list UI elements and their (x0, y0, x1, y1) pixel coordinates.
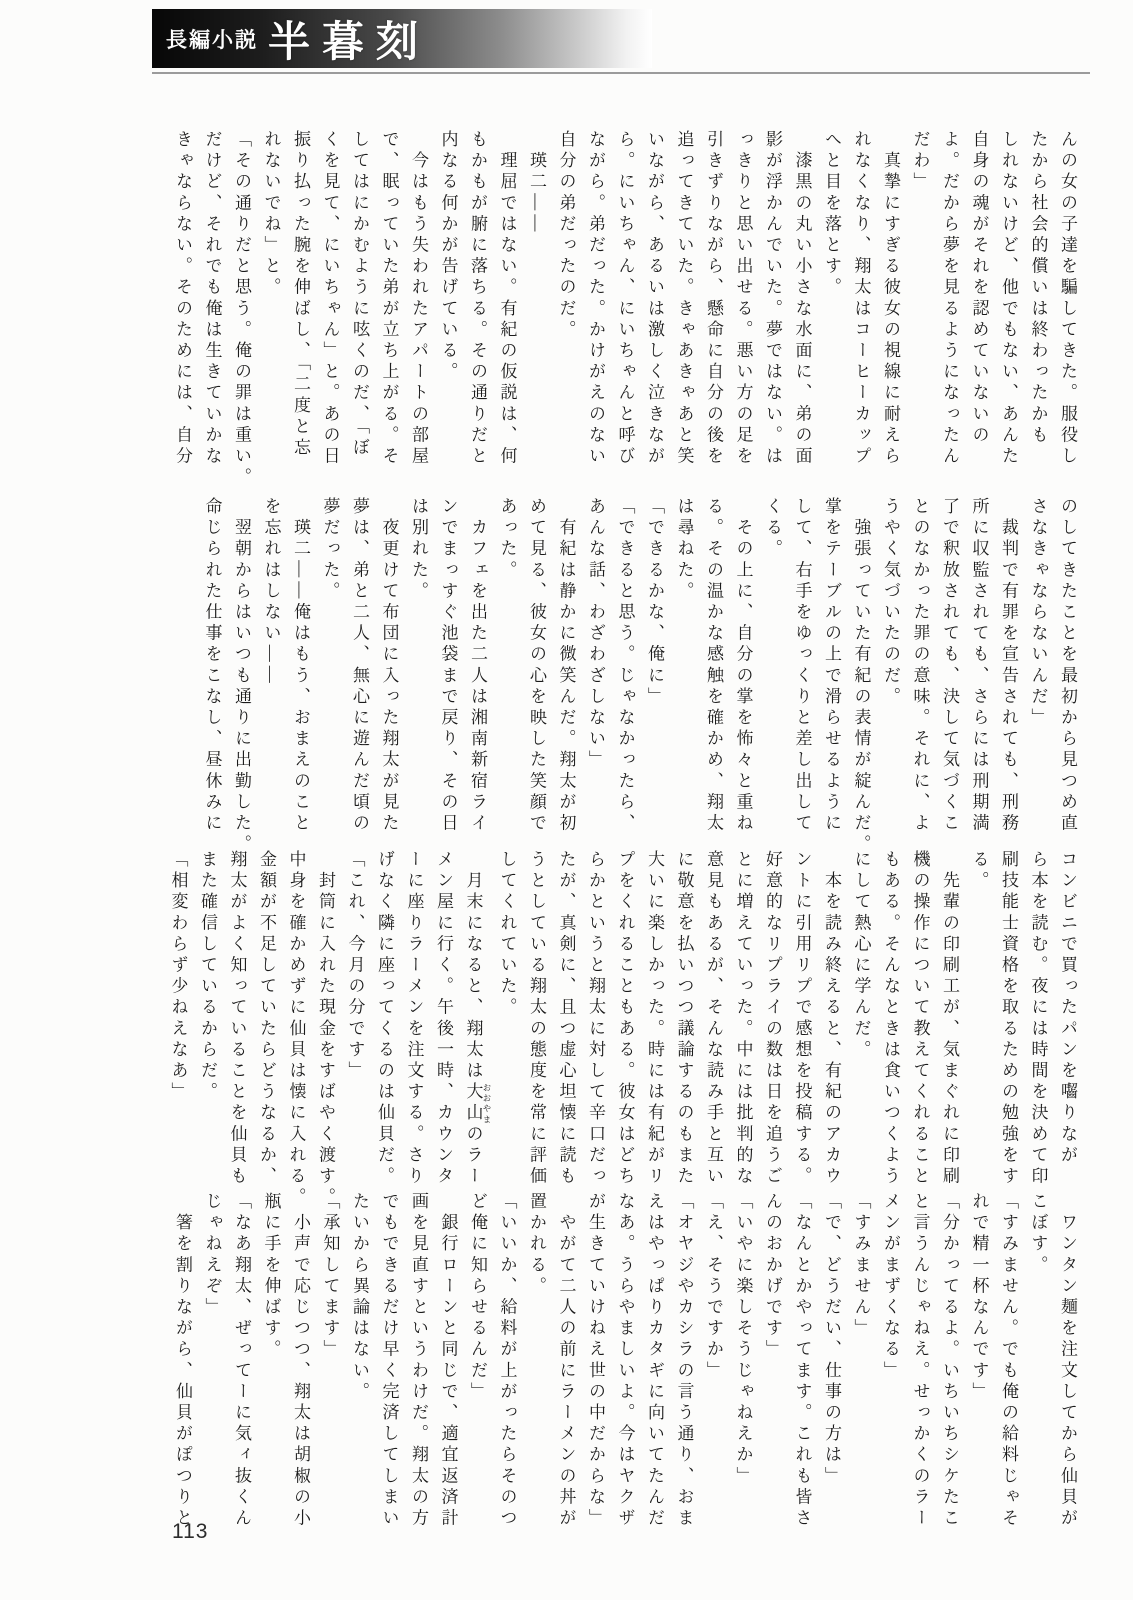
text-column: 「承知してます」 (320, 1192, 340, 1361)
text-band-1 (168, 130, 1083, 489)
text-column: その上に、自分の掌を怖々と重ね (733, 497, 753, 835)
text-column: に敬意を払いつつ議論するのもまた (674, 850, 694, 1188)
text-column: 「その通りだと思う。俺の罪は重い。 (232, 130, 251, 489)
text-column: してくれていた。 (497, 850, 517, 1019)
text-column: 機の操作について教えてくれること (910, 850, 930, 1188)
text-column: して、右手をゆっくりと差し出して (792, 497, 812, 835)
text-column: プをくれることもある。彼女はどち (615, 850, 635, 1188)
text-column: いながら、あるいは激しく泣きなが (645, 130, 664, 468)
text-column: は尋ねた。 (674, 497, 694, 603)
text-column: れないでね」と。 (261, 130, 281, 299)
text-column: 「なあ翔太、ぜってーに気ィ抜くん (232, 1192, 251, 1530)
novel-title: 半暮刻 (268, 19, 431, 66)
text-column: たから社会的償いは終わったかも (1028, 130, 1048, 447)
text-column: えはやっぱりカタギに向いてたんだ (645, 1192, 664, 1530)
text-column: る。その温かな感触を確かめ、翔太 (704, 497, 723, 835)
text-column: 刷技能士資格を取るための勉強をす (999, 850, 1018, 1188)
text-column: 振り払った腕を伸ばし、「二度と忘 (291, 130, 310, 460)
text-column: 強張っていた有紀の表情が綻んだ。 (851, 497, 871, 856)
text-column: げなく隣に座ってくるのは仙貝だ。 (375, 850, 394, 1188)
text-column: 封筒に入れた現金をすばやく渡す。 (316, 850, 335, 1209)
text-column: 置かれる。 (527, 1192, 546, 1298)
text-column: 意見もあるが、そんな読み手と互い (704, 850, 723, 1188)
text-column: が生きていけねえ世の中だからな」 (586, 1192, 605, 1530)
text-column: 「できると思う。じゃなかったら、 (615, 497, 635, 835)
text-column: 大いに楽しかった。時には有紀がリ (645, 850, 664, 1188)
text-column: ら本を読む。夜には時間を決めて印 (1028, 850, 1048, 1188)
text-column: 夢だった。 (320, 497, 340, 603)
text-column: 引きずりながら、懸命に自分の後を (704, 130, 723, 468)
text-column: んの女の子達を騙してきた。服役し (1058, 130, 1077, 468)
text-column: れで精一杯なんです」 (969, 1192, 989, 1403)
text-column: 真摯にすぎる彼女の視線に耐えら (881, 130, 900, 468)
text-column: 「いやに楽しそうじゃねえか」 (733, 1192, 753, 1488)
text-column: 瑛二—— (527, 130, 546, 236)
text-column: ーに座りラーメンを注文する。さり (404, 850, 424, 1188)
text-column: なあ。うらやましいよ。今はヤクザ (615, 1192, 635, 1530)
text-column: 「で、どうだい、仕事の方は」 (822, 1192, 841, 1488)
text-column: きゃならない。そのためには、自分 (173, 130, 192, 468)
text-column: 夜更けて布団に入った翔太が見た (379, 497, 399, 835)
text-column: ど俺に知らせるんだ」 (468, 1192, 487, 1403)
text-column: でもできるだけ早く完済してしまい (379, 1192, 399, 1530)
text-column: 「すみません。でも俺の給料じゃそ (999, 1192, 1018, 1530)
text-column: あった。 (497, 497, 517, 582)
header-band (152, 9, 652, 68)
text-column: メン屋に行く。午後一時、カウンタ (434, 850, 453, 1188)
text-column: 中身を確かめずに仙貝は懐に入れる。 (286, 850, 306, 1209)
text-column: ワンタン麺を注文してから仙貝が (1058, 1192, 1077, 1530)
text-column: ントに引用リプで感想を投稿する。 (792, 850, 812, 1188)
text-column: 瓶に手を伸ばす。 (261, 1192, 281, 1361)
text-column: 「いいか、給料が上がったらそのつ (497, 1192, 517, 1530)
text-column: らかというと翔太に対して辛口だっ (586, 850, 605, 1188)
text-column: さなきゃならないんだ」 (1028, 497, 1048, 730)
text-column: 「できるかな、俺に」 (645, 497, 664, 708)
text-column: 「え、そうですか」 (704, 1192, 723, 1382)
text-column: たいから異論はない。 (350, 1192, 369, 1403)
text-column: 小声で応じつつ、翔太は胡椒の小 (291, 1192, 310, 1530)
text-column: 漆黒の丸い小さな水面に、弟の面 (792, 130, 812, 468)
text-column: ンでまっすぐ池袋まで戻り、その日 (438, 497, 458, 835)
text-column: 有紀は静かに微笑んだ。翔太が初 (556, 497, 576, 835)
text-column: 「これ、今月の分です」 (345, 850, 365, 1083)
text-column: 掌をテーブルの上で滑らせるように (822, 497, 841, 835)
text-column: 好意的なリプライの数は日を追うご (763, 850, 782, 1188)
text-column: してはにかむように呟くのだ、「ぼ (350, 130, 369, 460)
text-column: れなくなり、翔太はコーヒーカップ (851, 130, 871, 468)
text-column: また確信しているからだ。 (198, 850, 217, 1104)
text-column: 月末になると、翔太は大山 おおやまのラー (463, 850, 492, 1188)
text-column: よ。だから夢を見るようになったん (940, 130, 959, 468)
text-column: 裁判で有罪を宣告されても、刑務 (999, 497, 1018, 835)
text-column: 内なる何かが告げている。 (438, 130, 458, 384)
text-column: 箸を割りながら、仙貝がぽつりと (173, 1192, 192, 1530)
text-column: を忘れはしない—— (261, 497, 281, 687)
text-column: だわ」 (910, 130, 930, 194)
text-column: 所に収監されても、さらには刑期満 (969, 497, 989, 835)
text-column: 「なんとかやってます。これも皆さ (792, 1192, 812, 1530)
text-column: くる。 (763, 497, 782, 561)
text-column: カフェを出た二人は湘南新宿ライ (468, 497, 487, 835)
text-column: 影が浮かんでいた。夢ではない。は (763, 130, 782, 468)
text-column: 「分かってるよ。いちいちシケたこ (940, 1192, 959, 1530)
text-column: 「オヤジやカシラの言う通り、おま (674, 1192, 694, 1530)
text-column: 今はもう失われたアパートの部屋 (409, 130, 428, 468)
text-band-3 (163, 850, 1082, 1209)
text-column: 命じられた仕事をこなし、昼休みに (202, 497, 222, 835)
text-column: だけど、それでも俺は生きていかな (202, 130, 222, 468)
text-column: じゃねえぞ」 (202, 1192, 222, 1319)
text-column: っきりと思い出せる。悪い方の足を (733, 130, 753, 468)
text-column: んのおかげです」 (763, 1192, 782, 1361)
ruby-annotated-word: 大山 おおやま (463, 1082, 492, 1125)
text-column: 翔太がよく知っていることを仙貝も (227, 850, 247, 1188)
text-column: こぼす。 (1028, 1192, 1048, 1277)
text-column: 瑛二——俺はもう、おまえのこと (291, 497, 310, 835)
text-column: メンがまずくなる」 (881, 1192, 900, 1382)
text-column: で、眠っていた弟が立ち上がる。そ (379, 130, 399, 468)
genre-label: 長編小説 (166, 28, 258, 52)
text-column: にして熱心に学んだ。 (851, 850, 871, 1061)
text-column: あんな話、わざわざしない」 (586, 497, 605, 772)
text-column: 「すみません」 (851, 1192, 871, 1340)
text-column: 自身の魂がそれを認めていないの (969, 130, 989, 447)
header-divider-rule (152, 72, 1090, 74)
text-column: 画を見直すというわけだ。翔太の方 (409, 1192, 428, 1530)
text-column: くを見て、にいちゃん」と。あの日 (320, 130, 340, 468)
text-column: 金額が不足していたらどうなるか、 (257, 850, 276, 1188)
page-number: 113 (172, 1520, 209, 1543)
text-column: しれないけど、他でもない、あんた (999, 130, 1018, 468)
text-column: ながら。弟だった。かけがえのない (586, 130, 605, 468)
text-column: 本を読み終えると、有紀のアカウ (822, 850, 841, 1188)
text-column: とのなかった罪の意味。それに、よ (910, 497, 930, 835)
text-column: 「相変わらず少ねえなあ」 (168, 850, 188, 1104)
text-column: 自分の弟だったのだ。 (556, 130, 576, 341)
text-column: へと目を落とす。 (822, 130, 841, 299)
text-column: る。 (969, 850, 989, 893)
text-band-2 (197, 497, 1082, 856)
text-column: 夢は、弟と二人、無心に遊んだ頃の (350, 497, 369, 835)
text-column: やがて二人の前にラーメンの丼が (556, 1192, 576, 1530)
text-column: のしてきたことを最初から見つめ直 (1058, 497, 1077, 835)
text-column: とに増えていった。中には批判的な (733, 850, 753, 1188)
text-column: コンビニで買ったパンを囓りなが (1058, 850, 1077, 1167)
text-column: うとしている翔太の態度を常に評価 (527, 850, 546, 1188)
text-column: もある。そんなときは食いつくよう (881, 850, 900, 1188)
text-column: は別れた。 (409, 497, 428, 603)
text-column: 理屈ではない。有紀の仮説は、何 (497, 130, 517, 468)
text-column: ら。にいちゃん、にいちゃんと呼び (615, 130, 635, 468)
text-band-4 (168, 1192, 1083, 1528)
text-column: 先輩の印刷工が、気まぐれに印刷 (940, 850, 959, 1188)
text-column: たが、真剣に、且つ虚心坦懐に読も (556, 850, 576, 1188)
text-column: 銀行ローンと同じで、適宜返済計 (438, 1192, 458, 1530)
text-column: 追ってきていた。きゃあきゃあと笑 (674, 130, 694, 468)
text-column: もかもが腑に落ちる。その通りだと (468, 130, 487, 468)
text-column: めて見る、彼女の心を映した笑顔で (527, 497, 546, 835)
text-column: と言うんじゃねえ。せっかくのラー (910, 1192, 930, 1530)
text-column: 了で釈放されても、決して気づくこ (940, 497, 959, 835)
text-column: 翌朝からはいつも通りに出勤した。 (232, 497, 251, 856)
text-column: うやく気づいたのだ。 (881, 497, 900, 708)
